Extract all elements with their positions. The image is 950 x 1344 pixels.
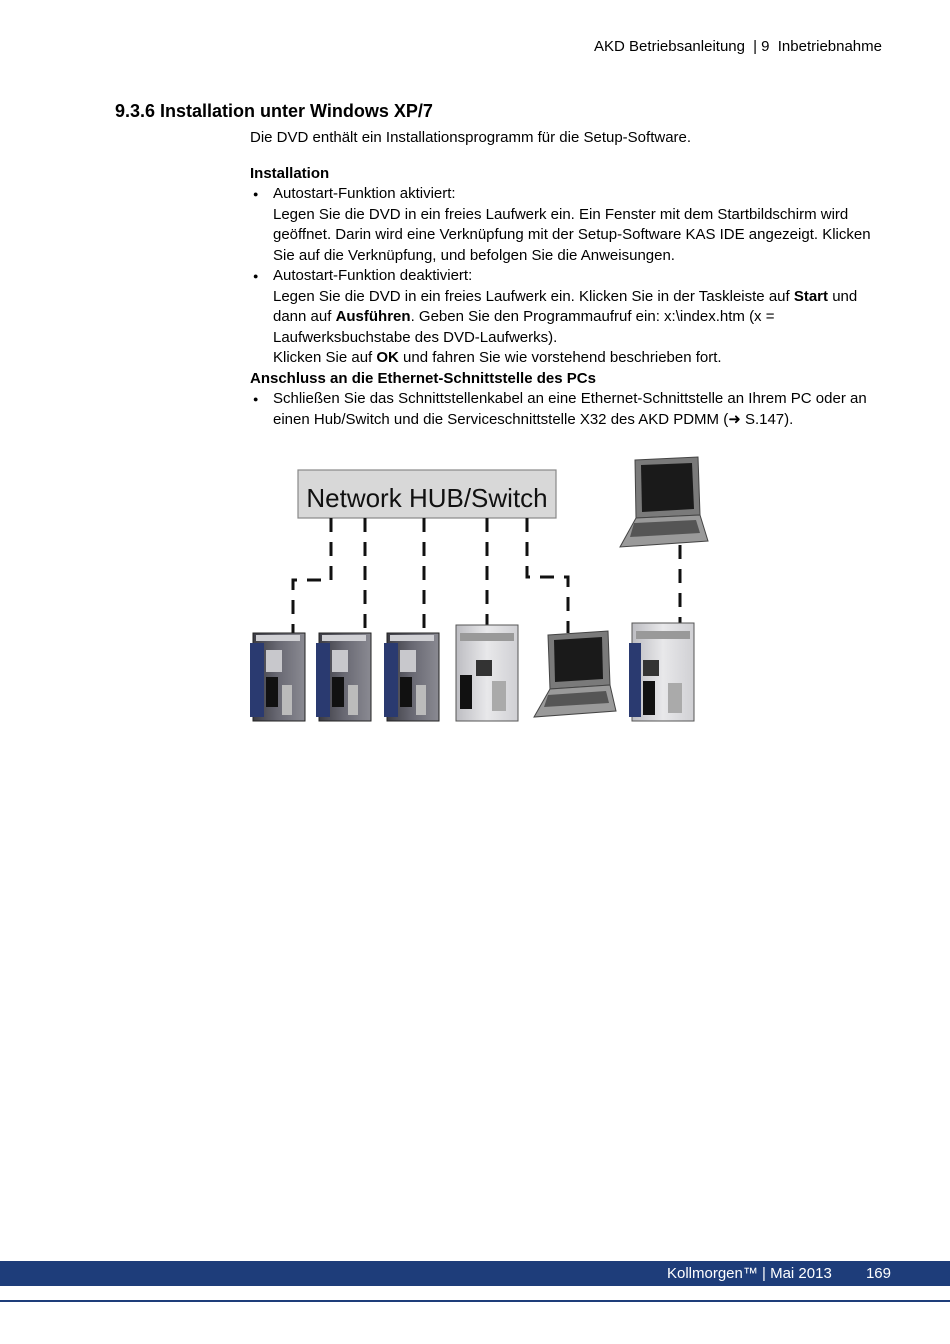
page-number: 169 <box>865 1265 891 1282</box>
text-fragment: Legen Sie die DVD in ein freies Laufwerk ein. Klicken Sie in der Taskleiste auf <box>273 287 794 305</box>
ethernet-heading: Anschluss an die Ethernet-Schnittstelle des PCs <box>250 369 596 387</box>
chapter-title: Inbetriebnahme <box>777 38 882 55</box>
laptop-2 <box>620 457 708 547</box>
start-keyword: Start <box>793 287 829 305</box>
autostart-off-text-2 <box>273 348 880 369</box>
drive-1 <box>250 633 305 721</box>
drive-2 <box>316 633 371 721</box>
cable-lines <box>293 518 680 633</box>
page-header <box>594 38 882 55</box>
drive-pdmm-1 <box>456 625 518 721</box>
list-item: ● Schließen Sie das Schnittstellenkabel an eine Ethernet-Schnittstelle an Ihrem PC oder an einen Hub/Switch und die Serviceschnittstelle X32 des AKD PDMM (➜ S.147). <box>250 389 880 430</box>
hub-label: Network HUB/Switch <box>306 483 548 513</box>
text-fragment: und dann auf <box>273 287 858 325</box>
list-item <box>250 266 880 369</box>
autostart-off-text <box>273 287 880 349</box>
autostart-off-title: ● Autostart-Funktion deaktiviert: <box>273 267 473 284</box>
ethernet-list <box>250 389 880 430</box>
autostart-on-title: ● Autostart-Funktion aktiviert: <box>273 185 456 202</box>
chapter-number: 9 <box>761 38 770 55</box>
drive-pdmm-2 <box>629 623 694 721</box>
footer-text-block <box>667 1265 891 1282</box>
section-title: 9.3.6 Installation unter Windows XP/7 <box>115 101 433 121</box>
autostart-on-text: Legen Sie die DVD in ein freies Laufwerk ein. Ein Fenster mit dem Startbildschirm wird geöffnet. Darin wird eine Verknüpfung mit der Setup-Software KAS IDE angezeigt. Klicken Sie auf die Verknüpfung, und befolgen Sie die Anweisungen. <box>273 205 871 264</box>
text-fragment: . Geben Sie den Programmaufruf ein: x:\index.htm (x = Laufwerksbuchstabe des DVD-Laufwerks). <box>273 308 775 346</box>
footer-rule <box>0 1300 950 1302</box>
main-content <box>250 128 880 430</box>
footer-text: Kollmorgen™ | Mai 2013 <box>666 1265 832 1282</box>
ok-keyword: OK <box>376 349 399 366</box>
installation-list <box>250 184 880 369</box>
installation-heading: Installation <box>250 164 330 182</box>
text-fragment: Klicken Sie auf <box>273 349 377 366</box>
intro-text: Die DVD enthält ein Installationsprogramm für die Setup-Software. <box>250 129 692 146</box>
list-item <box>250 184 880 266</box>
footer-bar <box>0 1261 950 1286</box>
header-separator: | <box>753 38 758 55</box>
text-fragment: und fahren Sie wie vorstehend beschrieben fort. <box>398 349 722 366</box>
laptop-1 <box>534 631 616 717</box>
doc-title: AKD Betriebsanleitung <box>594 38 745 55</box>
run-keyword: Ausführen <box>335 308 411 325</box>
network-diagram <box>248 455 713 725</box>
drive-3 <box>384 633 439 721</box>
